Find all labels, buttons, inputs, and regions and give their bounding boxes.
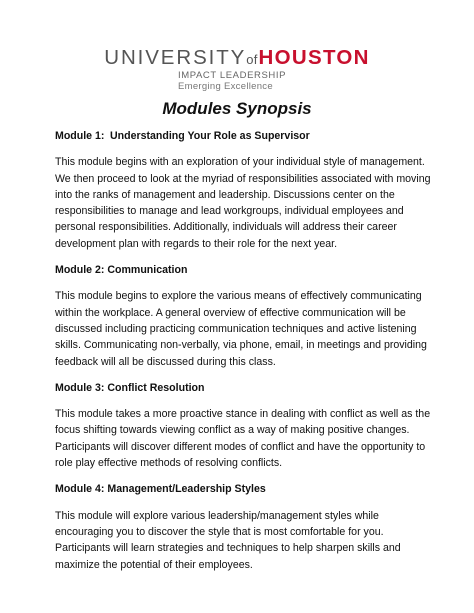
- document-body: [55, 128, 431, 583]
- paragraph-line: role play effective methods of resolving conflicts.: [55, 457, 283, 470]
- module-4-description: [55, 508, 425, 573]
- logo-of-text: of: [246, 52, 258, 67]
- paragraph-line: This module begins with an exploration of your individual style of management.: [55, 156, 425, 169]
- paragraph-line: This module begins to explore the various means of effectively communicating: [55, 290, 422, 303]
- module-3-description: [55, 406, 431, 471]
- paragraph-line: responsibilities to manage and lead workgroups, individual employees and: [55, 205, 404, 218]
- paragraph-line: This module takes a more proactive stance in dealing with conflict as well as the: [55, 408, 431, 421]
- module-1-number: Module 1:: [55, 130, 105, 142]
- paragraph-line: We then proceed to look at the myriad of responsibilities associated with moving: [55, 172, 431, 185]
- paragraph-line: personal responsibilities. Additionally, individuals will address their career: [55, 221, 397, 234]
- module-1-title: Understanding Your Role as Supervisor: [110, 130, 310, 142]
- logo-subtitle-impact: IMPACT LEADERSHIP: [178, 70, 287, 81]
- module-1-heading: [55, 128, 425, 144]
- paragraph-line: feedback will all be discussed during this class.: [55, 355, 276, 368]
- paragraph-line: encouraging you to discover the style that is most comfortable for you.: [55, 525, 384, 538]
- paragraph-line: within the workplace. A general overview of effective communication will be: [55, 306, 406, 319]
- paragraph-line: This module will explore various leadership/management styles while: [55, 509, 379, 522]
- logo-wordmark: [104, 48, 370, 69]
- paragraph-line: Participants will discover different modes of conflict and have the opportunity to: [55, 440, 426, 453]
- paragraph-line: skills. Communicating non-verbally, via phone, email, in meetings and providing: [55, 339, 427, 352]
- logo-university-text: UNIVERSITY: [104, 46, 247, 69]
- module-2-description: [55, 288, 425, 369]
- paragraph-line: Participants will learn strategies and techniques to help sharpen skills and: [55, 542, 401, 555]
- paragraph-line: development plan with regards to their role for the next year.: [55, 237, 338, 250]
- logo-subtitle-emerging: Emerging Excellence: [178, 81, 273, 92]
- module-3-heading: Module 3: Conflict Resolution: [55, 381, 205, 394]
- paragraph-line: maximize the potential of their employees.: [55, 558, 253, 571]
- page-title: Modules Synopsis: [162, 99, 312, 118]
- university-logo: [0, 48, 474, 69]
- paragraph-line: discussed including practicing communication techniques and active listening: [55, 322, 417, 335]
- module-1-description: [55, 154, 431, 252]
- logo-houston-text: HOUSTON: [258, 46, 370, 69]
- module-4-heading: Module 4: Management/Leadership Styles: [55, 483, 266, 496]
- module-2-heading: Module 2: Communication: [55, 264, 188, 277]
- paragraph-line: into the ranks of management and leadership. Discussions center on the: [55, 188, 395, 201]
- paragraph-line: focus shifting towards viewing conflict as a way of making positive changes.: [55, 424, 410, 437]
